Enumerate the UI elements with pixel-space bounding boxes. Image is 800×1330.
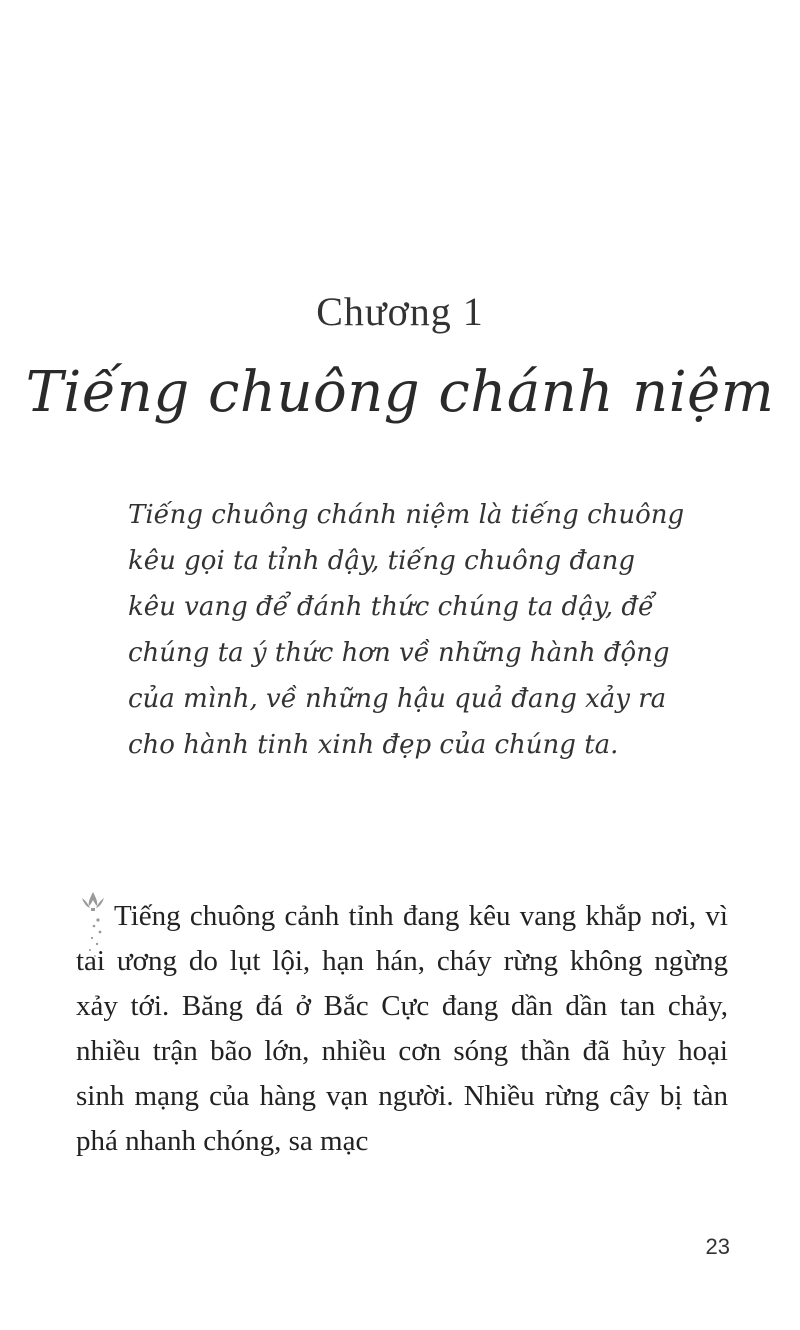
page-number: 23 bbox=[705, 1234, 730, 1259]
body-paragraph: Tiếng chuông cảnh tỉnh đang kêu vang khắp nơi, vì tai ương do lụt lội, hạn hán, cháy rừng không ngừng xảy tới. Băng đá ở Bắc Cực đang dần dần tan chảy, nhiều trận bão lớn, nhiều cơn sóng thần đã hủy hoại sinh mạng của hàng vạn người. Nhiều rừng cây bị tàn phá nhanh chóng, sa mạc bbox=[76, 900, 728, 1157]
chapter-epigraph: Tiếng chuông chánh niệm là tiếng chuông kêu gọi ta tỉnh dậy, tiếng chuông đang kêu vang để đánh thức chúng ta dậy, để chúng ta ý thức hơn về những hành động của mình, về những hậu quả đang xảy ra cho hành tinh xinh đẹp của chúng ta. bbox=[128, 500, 685, 760]
chapter-label: Chương 1 bbox=[316, 289, 484, 334]
chapter-title: Tiếng chuông chánh niệm bbox=[25, 360, 775, 425]
